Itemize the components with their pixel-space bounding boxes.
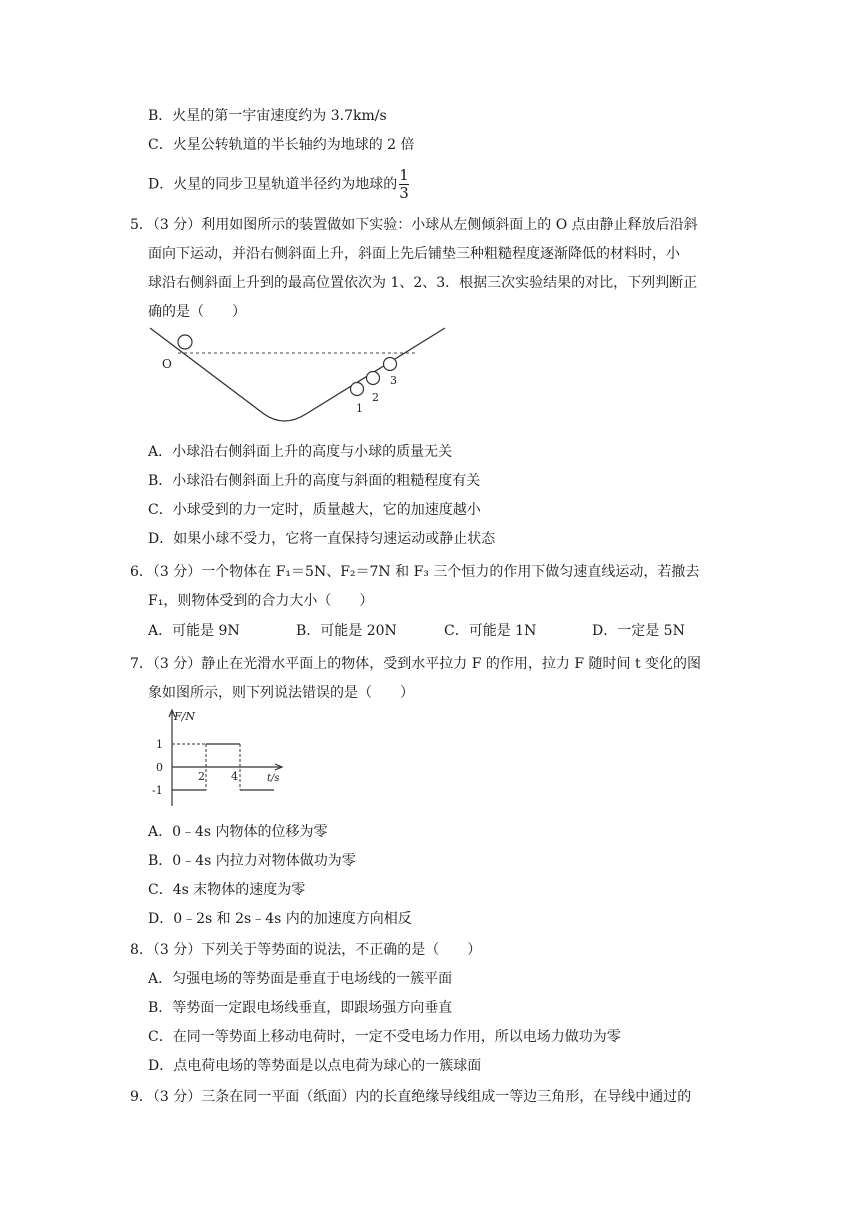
q4-option-c[interactable]: C．火星公转轨道的半长轴约为地球的 2 倍 — [148, 137, 415, 153]
q5-option-c[interactable]: C．小球受到的力一定时，质量越大，它的加速度越小 — [148, 502, 481, 518]
q4-option-d-text: D．火星的同步卫星轨道半径约为地球的 — [148, 176, 398, 193]
label-o: O — [162, 357, 172, 371]
q5-option-b[interactable]: B．小球沿右侧斜面上升的高度与斜面的粗糙程度有关 — [148, 473, 481, 489]
q6-option-d[interactable]: D．一定是 5N — [592, 623, 685, 639]
q4-option-b[interactable]: B．火星的第一宇宙速度约为 3.7km/s — [148, 108, 387, 124]
q6-stem-line-2: F₁，则物体受到的合力大小（ ） — [148, 593, 374, 609]
q6-options-row — [148, 620, 748, 640]
q5-stem-line-2: 面向下运动，并沿右侧斜面上升，斜面上先后铺垫三种粗糙程度逐渐降低的材料时，小 — [148, 246, 680, 262]
f-axis-label: F/N — [174, 710, 195, 723]
q7-option-a[interactable]: A．0﹣4s 内物体的位移为零 — [148, 824, 328, 840]
q8-option-c[interactable]: C．在同一等势面上移动电荷时，一定不受电场力作用，所以电场力做功为零 — [148, 1029, 621, 1045]
q7-stem-line-1: 7．（3 分）静止在光滑水平面上的物体，受到水平拉力 F 的作用，拉力 F 随时间 t 变化的图 — [130, 656, 702, 672]
q6-option-a[interactable]: A．可能是 9N — [148, 623, 240, 639]
q8-option-b[interactable]: B．等势面一定跟电场线垂直，即跟场强方向垂直 — [148, 1000, 453, 1016]
q5-option-d[interactable]: D．如果小球不受力，它将一直保持匀速运动或静止状态 — [148, 531, 496, 547]
q7-option-b[interactable]: B．0﹣4s 内拉力对物体做功为零 — [148, 853, 356, 869]
label-3: 3 — [390, 374, 397, 387]
q6-option-b[interactable]: B．可能是 20N — [296, 623, 397, 639]
q7-option-d[interactable]: D．0﹣2s 和 2s﹣4s 内的加速度方向相反 — [148, 911, 412, 927]
ball-position-1 — [351, 383, 364, 396]
q9-stem-line-1: 9．（3 分）三条在同一平面（纸面）内的长直绝缘导线组成一等边三角形，在导线中通过的 — [130, 1089, 692, 1105]
q8-option-a[interactable]: A．匀强电场的等势面是垂直于电场线的一簇平面 — [148, 971, 453, 987]
fraction-one-third: $\frac{1}{3}$ — [399, 166, 409, 202]
label-2: 2 — [372, 391, 379, 404]
tick-label-2: 2 — [198, 770, 205, 783]
tick-label-4: 4 — [231, 770, 238, 783]
t-axis-label: t/s — [267, 773, 280, 784]
ball-position-3 — [384, 358, 397, 371]
q5-stem-line-3: 球沿右侧斜面上升到的最高位置依次为 1、2、3．根据三次实验结果的对比，下列判断正 — [148, 275, 698, 291]
tick-label-1: 1 — [156, 738, 163, 751]
v-shaped-track — [150, 328, 445, 421]
q5-stem-line-4: 确的是（ ） — [148, 304, 246, 320]
q7-option-c[interactable]: C．4s 末物体的速度为零 — [148, 882, 306, 898]
q6-stem-line-1: 6．（3 分）一个物体在 F₁＝5N、F₂＝7N 和 F₃ 三个恒力的作用下做匀速直线运动，若撤去 — [130, 564, 700, 580]
q6-option-c[interactable]: C．可能是 1N — [444, 623, 537, 639]
ball-position-2 — [367, 372, 380, 385]
q7-stem-line-2: 象如图所示，则下列说法错误的是（ ） — [148, 685, 414, 701]
tick-label-minus-1: -1 — [152, 784, 163, 797]
label-1: 1 — [356, 402, 363, 415]
q4-option-d[interactable] — [148, 168, 409, 201]
q5-stem-line-1: 5．（3 分）利用如图所示的装置做如下实验：小球从左侧倾斜面上的 O 点由静止释放后沿斜 — [130, 217, 698, 233]
q7-force-time-graph — [148, 706, 288, 810]
q8-stem: 8．（3 分）下列关于等势面的说法，不正确的是（ ） — [130, 942, 482, 958]
q5-incline-figure — [148, 322, 448, 430]
q5-option-a[interactable]: A．小球沿右侧斜面上升的高度与小球的质量无关 — [148, 444, 453, 460]
tick-label-0: 0 — [156, 761, 163, 774]
ball-at-o — [178, 335, 192, 349]
q8-option-d[interactable]: D．点电荷电场的等势面是以点电荷为球心的一簇球面 — [148, 1058, 482, 1074]
